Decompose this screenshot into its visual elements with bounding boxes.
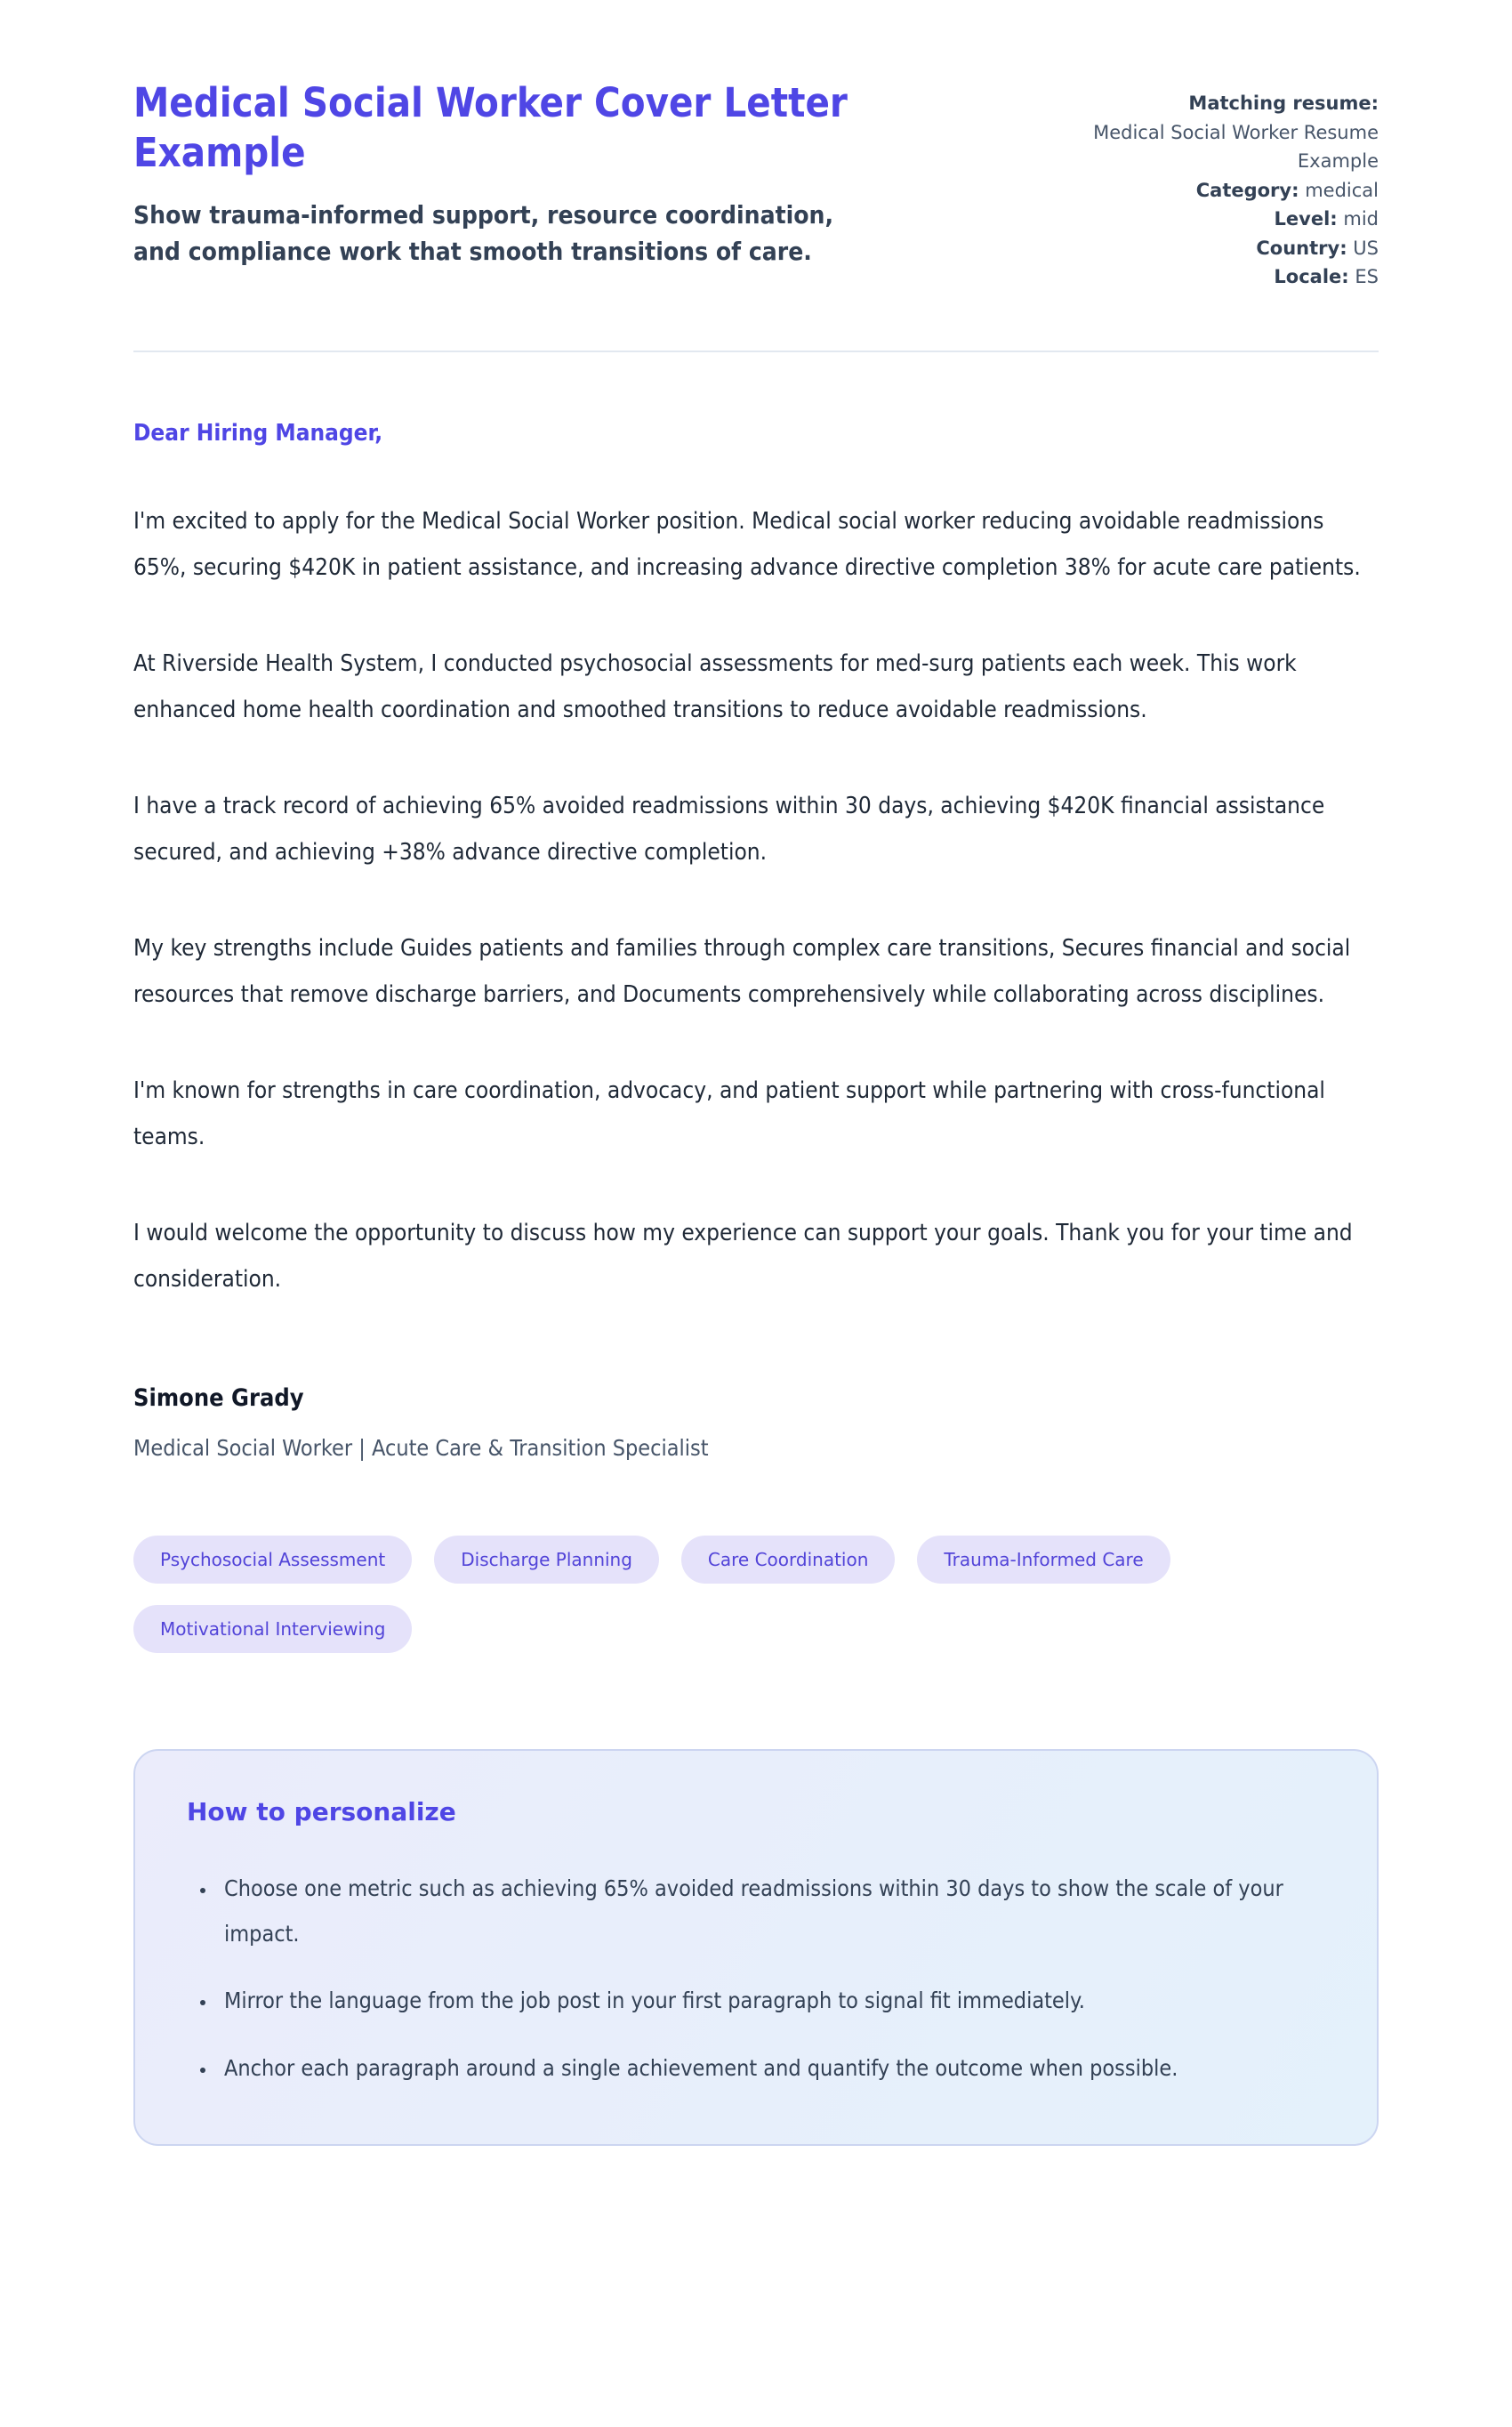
cover-letter-body <box>133 420 1379 1302</box>
meta-category-label: Category: <box>1195 179 1299 201</box>
meta-country-label: Country: <box>1256 237 1347 259</box>
page-container <box>133 0 1379 2146</box>
letter-paragraph: I would welcome the opportunity to discuss how my experience can support your goals. Thank you for your time and consideration. <box>133 1219 1353 1293</box>
tip-item: • Mirror the language from the job post in your first paragraph to signal fit immediately. <box>217 1978 1325 2023</box>
skill-tag: Discharge Planning <box>434 1536 659 1584</box>
signature-role: Medical Social Worker | Acute Care & Transition Specialist <box>133 1434 709 1461</box>
meta-category-value: medical <box>1305 179 1379 201</box>
skill-tag: Care Coordination <box>681 1536 895 1584</box>
letter-paragraph: My key strengths include Guides patients and families through complex care transitions, Secures financial and social resources that remove discharge barriers, and Documents comprehensively while collaborating across disciplines. <box>133 934 1351 1008</box>
tips-list <box>187 1866 1325 2091</box>
skill-tag: Trauma-Informed Care <box>917 1536 1170 1584</box>
meta-country-row <box>1072 234 1379 263</box>
letter-paragraph: I'm excited to apply for the Medical Social Worker position. Medical social worker reducing avoidable readmissions 65%, securing $420K in patient assistance, and increasing advance directive completion 38% for acute care patients. <box>133 507 1361 581</box>
letter-paragraph: I have a track record of achieving 65% avoided readmissions within 30 days, achieving $420K financial assistance secured, and achieving +38% advance directive completion. <box>133 792 1325 866</box>
signature-name: Simone Grady <box>133 1383 304 1412</box>
header-title-block <box>133 78 969 270</box>
meta-locale-value: ES <box>1355 266 1379 288</box>
meta-level-label: Level: <box>1274 208 1338 230</box>
skill-tag: Psychosocial Assessment <box>133 1536 412 1584</box>
meta-category-row <box>1072 176 1379 206</box>
resume-meta <box>1072 78 1379 292</box>
meta-matching-value: Medical Social Worker Resume Example <box>1093 121 1379 173</box>
letter-greeting: Dear Hiring Manager, <box>133 419 383 447</box>
meta-locale-label: Locale: <box>1274 266 1349 288</box>
meta-matching-label: Matching resume: <box>1188 93 1379 114</box>
header-divider <box>133 351 1379 352</box>
skill-tag: Motivational Interviewing <box>133 1605 412 1653</box>
letter-paragraph: I'm known for strengths in care coordination, advocacy, and patient support while partnering with cross-functional teams. <box>133 1076 1325 1150</box>
meta-level-value: mid <box>1343 208 1379 230</box>
page-subtitle: Show trauma-informed support, resource coordination, and compliance work that smooth transitions of care. <box>133 199 834 266</box>
page-header <box>133 78 1379 292</box>
personalize-tips-card <box>133 1749 1379 2146</box>
tip-item: • Choose one metric such as achieving 65% avoided readmissions within 30 days to show the scale of your impact. <box>217 1866 1325 1957</box>
meta-locale-row <box>1072 262 1379 292</box>
page-title: Medical Social Worker Cover Letter Example <box>133 79 848 177</box>
meta-level-row <box>1072 205 1379 234</box>
tips-heading: How to personalize <box>187 1796 456 1826</box>
signature-block <box>133 1384 1379 1461</box>
tip-item: • Anchor each paragraph around a single achievement and quantify the outcome when possible. <box>217 2045 1325 2091</box>
skill-tags <box>133 1536 1290 1653</box>
letter-paragraph: At Riverside Health System, I conducted psychosocial assessments for med-surg patients each week. This work enhanced home health coordination and smoothed transitions to reduce avoidable readmissions. <box>133 649 1297 723</box>
meta-matching-row <box>1072 89 1379 176</box>
meta-country-value: US <box>1353 237 1379 259</box>
